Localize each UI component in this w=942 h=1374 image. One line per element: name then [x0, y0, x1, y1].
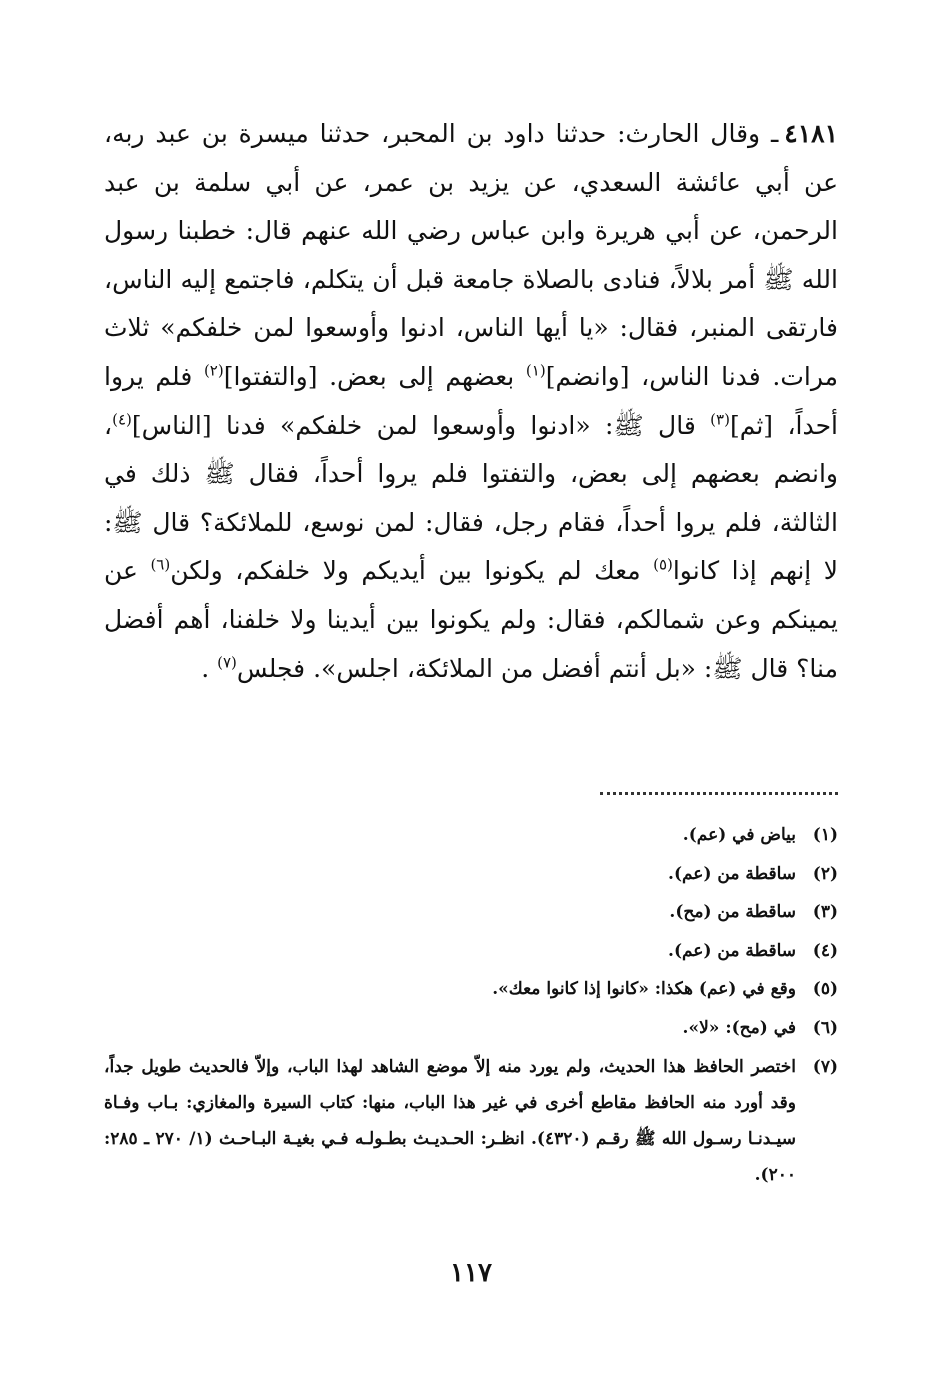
footnote-separator: [600, 792, 838, 795]
footnote-text: ساقطة من (عم).: [668, 940, 796, 961]
footnote-number: (٧): [812, 1056, 838, 1077]
footnote-ref-3[interactable]: (٣): [710, 410, 730, 429]
footnote-text: ساقطة من (عم).: [668, 863, 796, 884]
hadith-segment: .: [201, 653, 218, 683]
footnotes-list: [104, 816, 838, 1193]
footnote-item: [104, 816, 838, 855]
hadith-segment: قال ﷺ: «ادنوا وأوسعوا لمن خلفكم» فدنا [الناس]: [131, 410, 711, 440]
footnote-item: [104, 855, 838, 894]
hadith-segment: ـ وقال الحارث: حدثنا داود بن المحبر، حدثنا ميسرة بن عبد ربه، عن أبي عائشة السعدي، عن يزيد بن عمر، عن أبي سلمة بن عبد الرحمن، عن أبي هريرة وابن عباس رضي الله عنهم قال: خطبنا رسول الله ﷺ أمر بلالاً، فنادى بالصلاة جامعة قبل أن يتكلم، فاجتمع إليه الناس، فارتقى المنبر، فقال: «يا أيها الناس، ادنوا وأوسعوا لمن خلفكم» ثلاث مرات. فدنا الناس، [وانضم]: [104, 119, 838, 391]
page-number: ١١٧: [450, 1258, 492, 1288]
hadith-number: ٤١٨١: [784, 119, 838, 148]
hadith-segment: ، وانضم بعضهم إلى بعض، والتفتوا فلم يروا أحداً، فقال ﷺ ذلك في الثالثة، فلم يروا أحداً، فقام رجل، فقال: لمن نوسع، للملائكة؟ قال ﷺ: لا إنهم إذا كانوا: [104, 410, 838, 586]
footnote-number: (٣): [812, 902, 838, 923]
footnote-ref-1[interactable]: (١): [525, 361, 546, 380]
footnote-number: (٦): [812, 1017, 838, 1038]
hadith-text-block: [104, 110, 838, 693]
footnote-number: (١): [812, 825, 838, 845]
footnote-text: اختصر الحافظ هذا الحديث، ولم يورد منه إلاّ موضع الشاهد لهذا الباب، وإلاّ فالحديث طويل جداً، وقد أورد منه الحافظ مقاطع أخرى في غير هذا الباب، منها: كتاب السيرة والمغازي: بـاب وفـاة سيـدنـا رسـول الله ﷺ رقـم (٤٣٢٠). انظـر: الحـديـث بطـولـه فـي بغيـة البـاحـث (١/ ٢٧٠ ـ ٢٨٥: ٢٠٠).: [104, 1056, 796, 1185]
footnote-text: بياض في (عم).: [682, 825, 796, 845]
footnote-ref-2[interactable]: (٢): [203, 361, 224, 380]
footnote-item: [104, 970, 838, 1009]
footnote-ref-5[interactable]: (٥): [653, 556, 673, 575]
hadith-segment: عن يمينكم وعن شمالكم، فقال: ولم يكونوا بين أيدينا ولا خلفنا، أهم أفضل منا؟ قال ﷺ: «بل أنتم أفضل من الملائكة، اجلس». فجلس: [104, 556, 838, 683]
hadith-segment: معك لم يكونوا بين أيديكم ولا خلفكم، ولكن: [170, 556, 654, 586]
footnote-item: [104, 893, 838, 932]
footnote-item: [104, 1049, 838, 1193]
footnote-number: (٢): [812, 863, 838, 884]
hadith-segment: فلم يروا أحداً، [ثم]: [104, 361, 838, 440]
footnote-ref-4[interactable]: (٤): [112, 410, 132, 429]
footnote-text: وقع في (عم) هكذا: «كانوا إذا كانوا معك».: [492, 979, 796, 1000]
hadith-paragraph: [104, 110, 838, 693]
footnote-text: في (مح): «لا».: [682, 1017, 796, 1038]
footnote-item: [104, 1009, 838, 1048]
footnote-ref-6[interactable]: (٦): [150, 556, 171, 575]
footnote-number: (٤): [812, 940, 838, 961]
footnote-ref-7[interactable]: (٧): [217, 653, 237, 672]
hadith-segment: بعضهم إلى بعض. [والتفتوا]: [223, 361, 526, 391]
footnote-number: (٥): [812, 979, 838, 1000]
footnote-item: [104, 932, 838, 971]
footnote-text: ساقطة من (مح).: [669, 902, 796, 923]
